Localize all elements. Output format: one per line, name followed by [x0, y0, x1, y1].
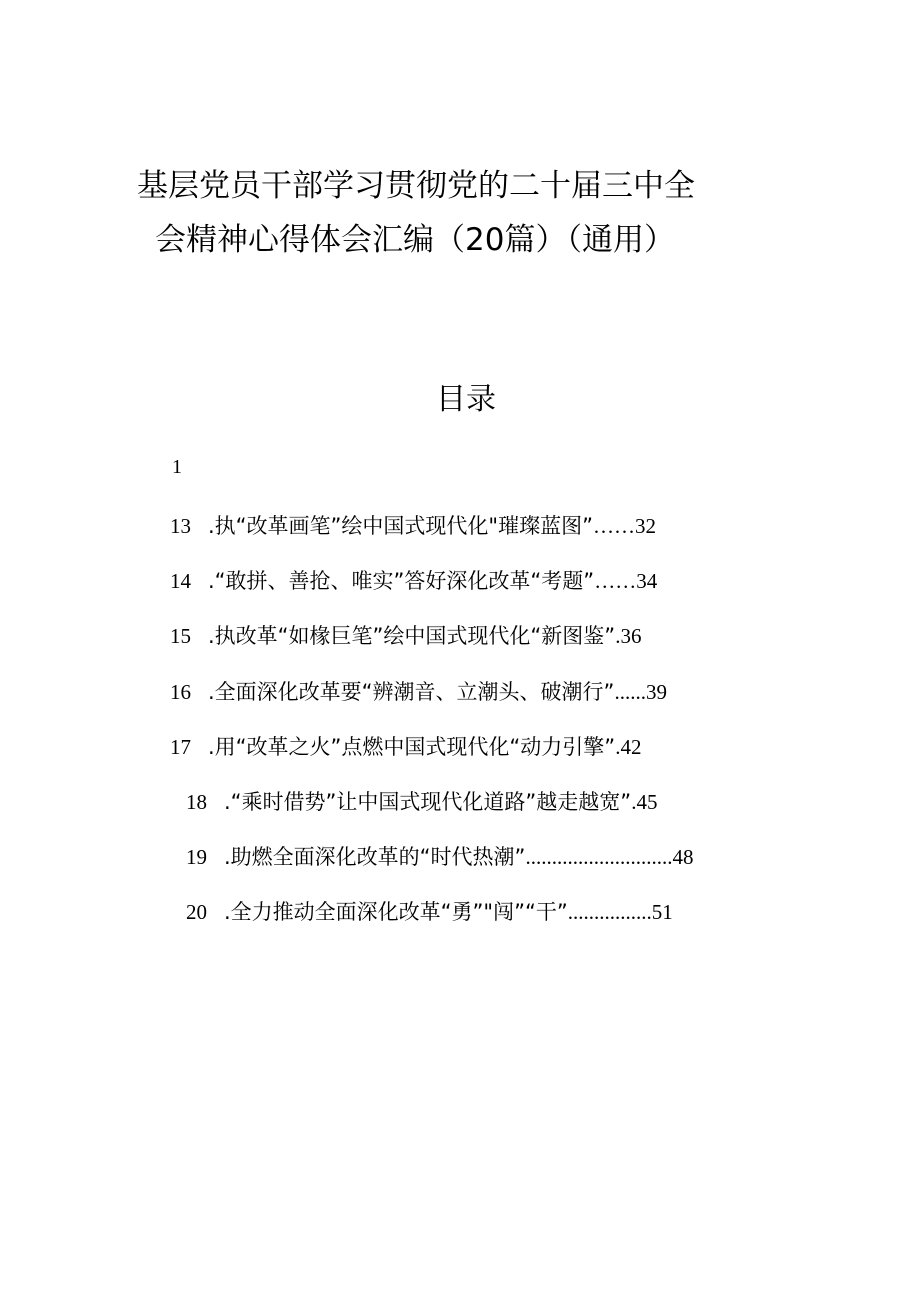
toc-entry-19[interactable]	[186, 841, 693, 871]
toc-entry-15[interactable]	[170, 620, 641, 650]
toc-heading: 目录	[436, 382, 496, 417]
toc-entry-number: 15	[170, 624, 191, 648]
toc-entry-page: .45	[631, 790, 658, 814]
toc-entry-page: .36	[615, 624, 642, 648]
toc-entry-number: 16	[170, 680, 191, 704]
toc-entry-title: .执改革“如椽巨笔”绘中国式现代化“新图鉴”	[208, 624, 616, 648]
toc-entry-number: 14	[170, 569, 191, 593]
toc-entry-13[interactable]	[170, 510, 656, 540]
toc-entry-title: .执“改革画笔”绘中国式现代化"璀璨蓝图”	[208, 514, 593, 538]
toc-entry-page: ............................48	[525, 845, 694, 869]
toc-entry-title: .“敢拼、善抢、唯实”答好深化改革“考题”	[208, 569, 595, 593]
toc-entry-page: .42	[615, 735, 642, 759]
toc-entry-number: 19	[186, 845, 207, 869]
toc-entry-18[interactable]	[186, 786, 657, 816]
toc-entry-title: .助燃全面深化改革的“时代热潮”	[224, 845, 526, 869]
toc-entry-page: ……32	[592, 514, 656, 538]
page-number: 1	[172, 456, 182, 478]
toc-entry-page: ......39	[614, 680, 667, 704]
toc-entry-17[interactable]	[170, 731, 641, 761]
toc-entry-title: .全面深化改革要“辨潮音、立潮头、破潮行”	[208, 680, 615, 704]
toc-entry-number: 18	[186, 790, 207, 814]
toc-entry-title: .全力推动全面深化改革“勇”"闯”“干”	[224, 900, 568, 924]
toc-entry-page: ................51	[567, 900, 673, 924]
toc-entry-16[interactable]	[170, 676, 667, 706]
toc-entry-20[interactable]	[186, 896, 673, 926]
toc-entry-14[interactable]	[170, 565, 657, 595]
toc-entry-title: .“乘时借势”让中国式现代化道路”越走越宽”	[224, 790, 632, 814]
document-title-line-2: 会精神心得体会汇编（20篇）（通用）	[155, 222, 675, 258]
document-title-line-1: 基层党员干部学习贯彻党的二十届三中全	[137, 168, 695, 204]
toc-entry-number: 20	[186, 900, 207, 924]
toc-entry-number: 17	[170, 735, 191, 759]
toc-entry-page: ……34	[594, 569, 658, 593]
toc-entry-title: .用“改革之火”点燃中国式现代化“动力引擎”	[208, 735, 616, 759]
toc-entry-number: 13	[170, 514, 191, 538]
